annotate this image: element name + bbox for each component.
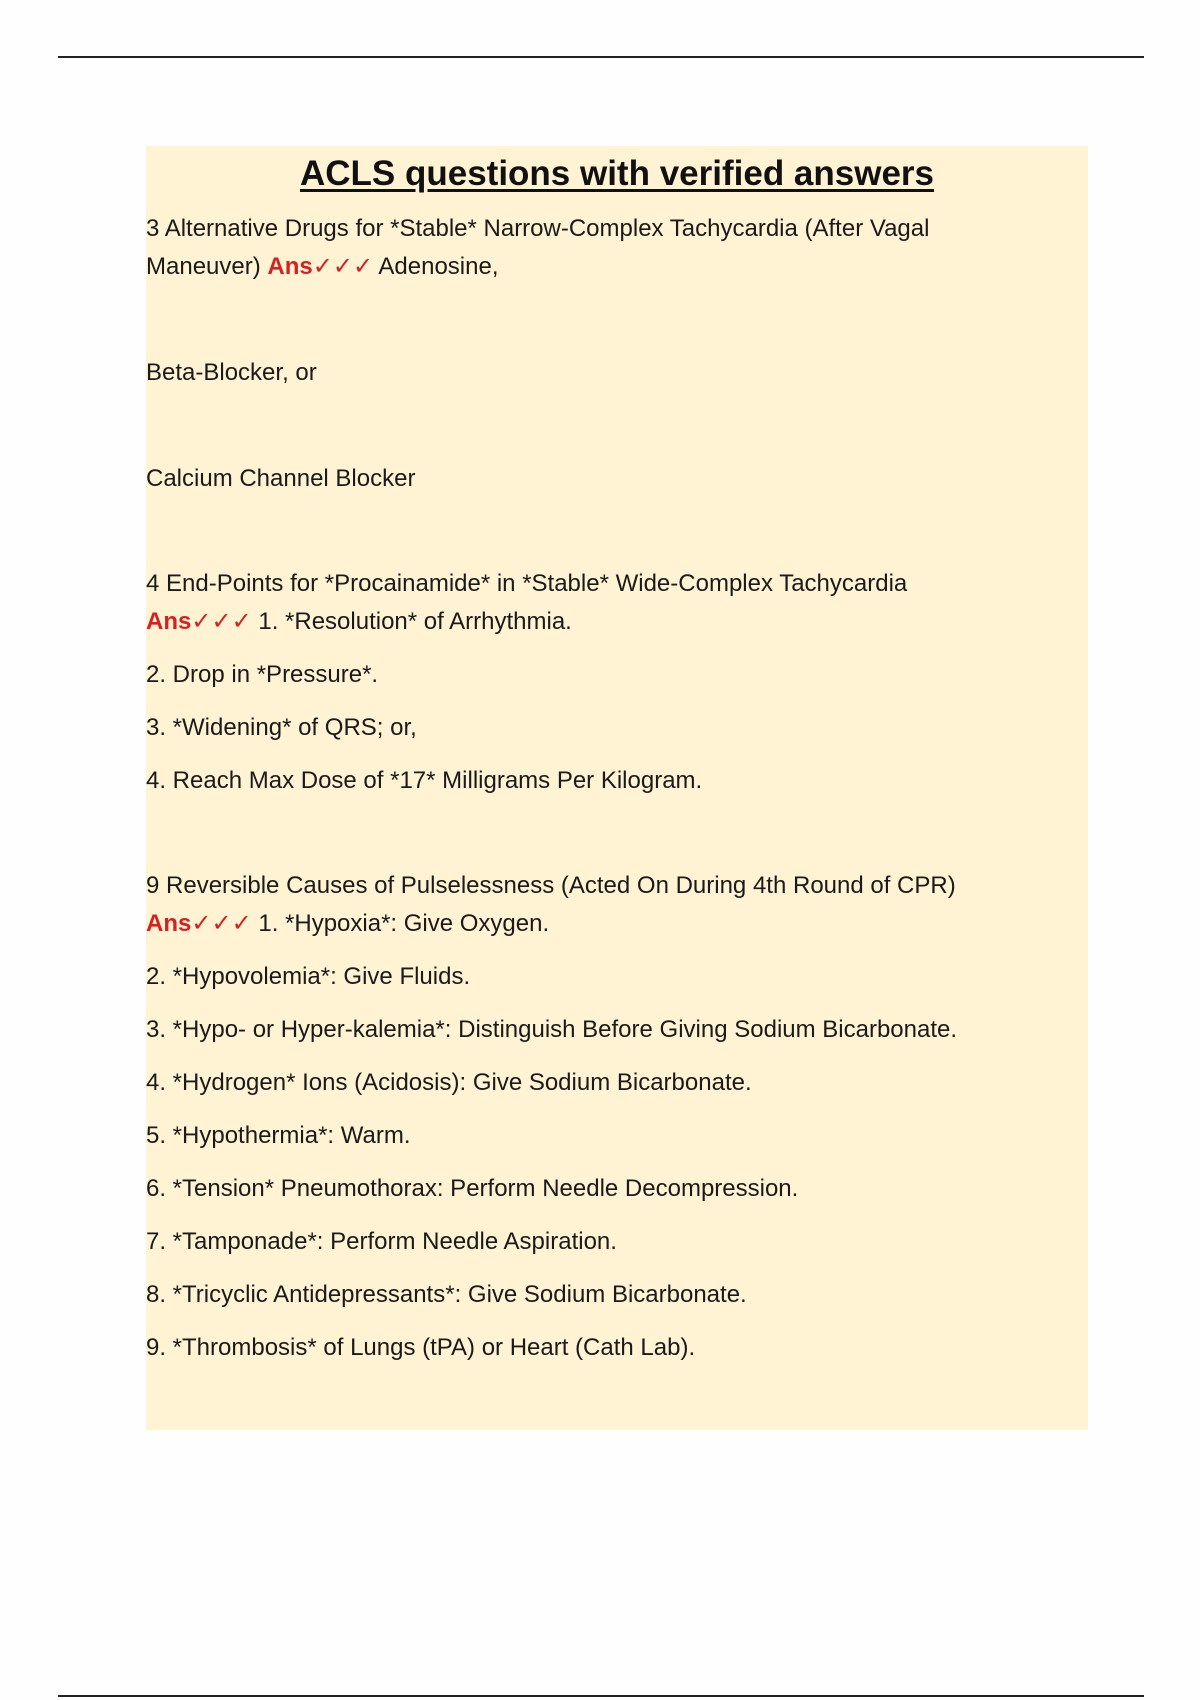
question-answer-line bbox=[146, 603, 1088, 641]
answer-label: Ans bbox=[267, 253, 313, 280]
question-text: 3 Alternative Drugs for *Stable* Narrow-Complex Tachycardia (After Vagal bbox=[146, 215, 930, 242]
answer-line: 3. *Widening* of QRS; or, bbox=[146, 714, 417, 741]
answer-line: 6. *Tension* Pneumothorax: Perform Needle Decompression. bbox=[146, 1175, 799, 1202]
answer-text: 1. *Hypoxia*: Give Oxygen. bbox=[258, 910, 550, 937]
question-answer-line bbox=[146, 905, 1088, 943]
question-answer-line bbox=[146, 248, 1088, 286]
answer-line: 9. *Thrombosis* of Lungs (tPA) or Heart (Cath Lab). bbox=[146, 1334, 696, 1361]
document-title: ACLS questions with verified answers bbox=[299, 154, 935, 193]
question-text: 9 Reversible Causes of Pulselessness (Acted On During 4th Round of CPR) bbox=[146, 872, 956, 899]
answer-line: Beta-Blocker, or bbox=[146, 359, 317, 386]
answer-line: 2. Drop in *Pressure*. bbox=[146, 661, 379, 688]
qa-block-3 bbox=[146, 867, 1088, 1367]
answer-text: 1. *Resolution* of Arrhythmia. bbox=[258, 608, 572, 635]
answer-line: 2. *Hypovolemia*: Give Fluids. bbox=[146, 963, 471, 990]
question-text: Maneuver) bbox=[146, 253, 261, 280]
question-text: 4 End-Points for *Procainamide* in *Stable* Wide-Complex Tachycardia bbox=[146, 570, 908, 597]
checkmarks-icon: ✓✓✓ bbox=[191, 910, 252, 937]
qa-block-2 bbox=[146, 565, 1088, 800]
answer-line: 4. Reach Max Dose of *17* Milligrams Per Kilogram. bbox=[146, 767, 703, 794]
answer-line: 5. *Hypothermia*: Warm. bbox=[146, 1122, 411, 1149]
answer-label: Ans bbox=[146, 608, 192, 635]
answer-line: 3. *Hypo- or Hyper-kalemia*: Distinguish Before Giving Sodium Bicarbonate. bbox=[146, 1016, 958, 1043]
answer-text: Adenosine, bbox=[378, 253, 499, 280]
document-content bbox=[146, 146, 1088, 1430]
header-rule bbox=[58, 56, 1144, 58]
answer-line: 8. *Tricyclic Antidepressants*: Give Sodium Bicarbonate. bbox=[146, 1281, 747, 1308]
answer-label: Ans bbox=[146, 910, 192, 937]
checkmarks-icon: ✓✓✓ bbox=[312, 253, 374, 280]
footer-rule bbox=[58, 1695, 1144, 1697]
checkmarks-icon: ✓✓✓ bbox=[191, 608, 252, 635]
answer-line: Calcium Channel Blocker bbox=[146, 465, 416, 492]
answer-line: 7. *Tamponade*: Perform Needle Aspiration. bbox=[146, 1228, 617, 1255]
qa-block-1 bbox=[146, 210, 1088, 498]
answer-line: 4. *Hydrogen* Ions (Acidosis): Give Sodium Bicarbonate. bbox=[146, 1069, 752, 1096]
